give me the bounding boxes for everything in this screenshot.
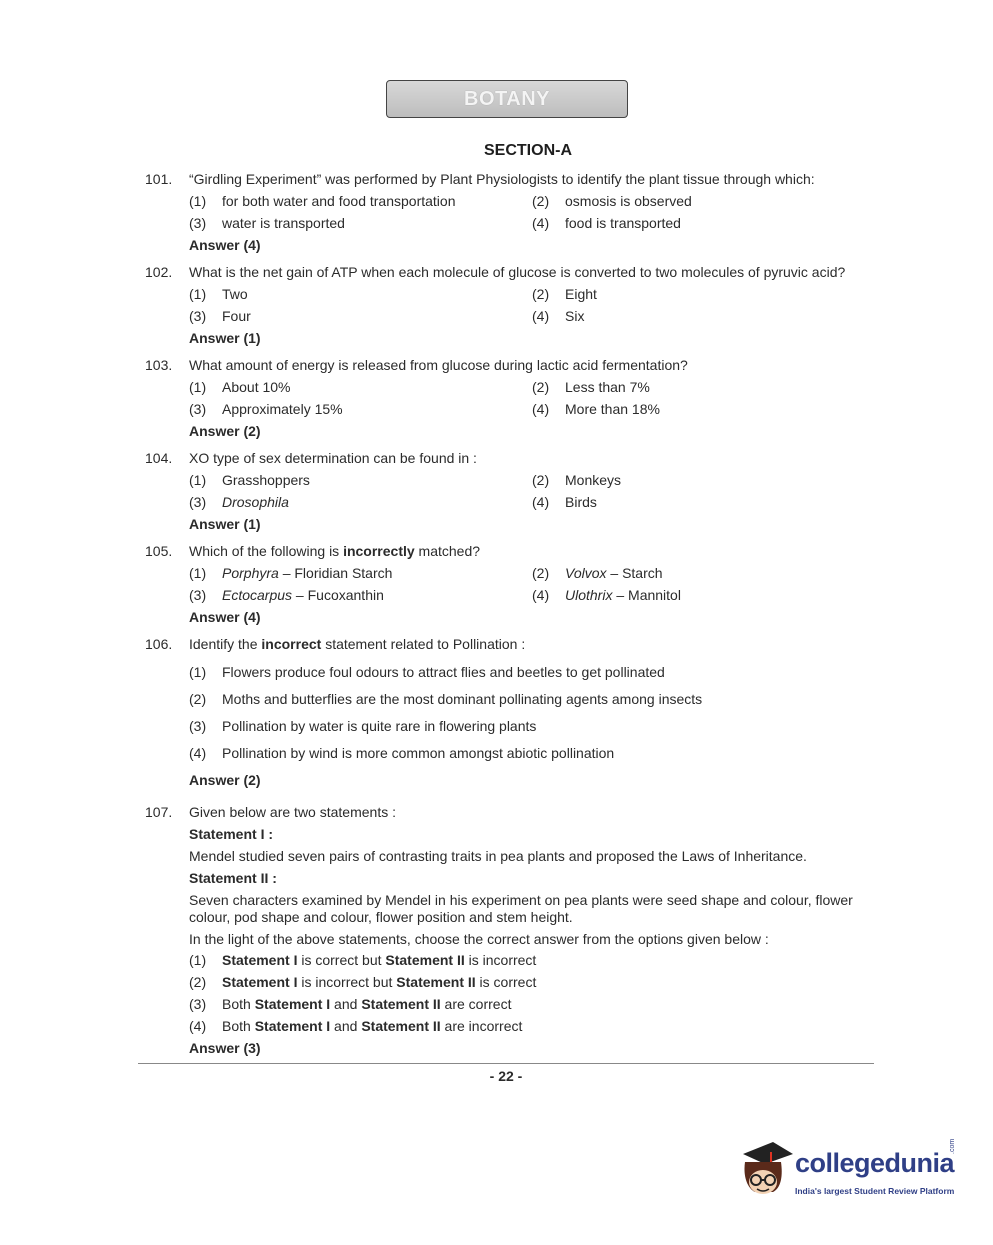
option-label: (1): [189, 952, 207, 968]
option-label: (2): [532, 472, 550, 488]
section-title: SECTION-A: [484, 142, 572, 159]
brand-tagline: India's largest Student Review Platform: [795, 1186, 955, 1196]
option-label: (1): [189, 565, 207, 581]
option-text: More than 18%: [565, 401, 660, 417]
option-label: (2): [532, 286, 550, 302]
question-number: 102.: [145, 264, 173, 280]
option-label: (4): [189, 745, 207, 761]
question-text: What amount of energy is released from glucose during lactic acid fermentation?: [189, 357, 688, 373]
option-text: Birds: [565, 494, 597, 510]
option-label: (3): [189, 308, 207, 324]
option-text: Grasshoppers: [222, 472, 310, 488]
option-2: [532, 285, 862, 303]
option-1: [189, 285, 519, 303]
option-1: [189, 564, 519, 582]
option-text: Eight: [565, 286, 597, 302]
answer: Answer (4): [189, 237, 261, 253]
footer-divider: [138, 1063, 874, 1064]
option-1: [189, 663, 869, 681]
brand-name: collegedunia: [795, 1148, 955, 1178]
question-number: 106.: [145, 636, 173, 652]
option-label: (2): [532, 565, 550, 581]
option-3: [189, 995, 869, 1013]
option-text: Less than 7%: [565, 379, 650, 395]
question-text: Given below are two statements :: [189, 804, 396, 820]
option-text: Statement I is correct but Statement II is incorrect: [222, 952, 537, 968]
question-number: 105.: [145, 543, 173, 559]
option-text: Pollination by water is quite rare in flowering plants: [222, 718, 537, 734]
option-text: Moths and butterflies are the most dominant pollinating agents among insects: [222, 691, 703, 707]
statement-2-text: Seven characters examined by Mendel in his experiment on pea plants were seed shape and colour, flower: [189, 892, 853, 908]
option-4: [532, 214, 862, 232]
option-2: [189, 973, 869, 991]
option-text: Ulothrix – Mannitol: [565, 587, 681, 603]
option-text: Porphyra – Floridian Starch: [222, 565, 393, 581]
option-text: Flowers produce foul odours to attract flies and beetles to get pollinated: [222, 664, 665, 680]
collegedunia-logo: [735, 1140, 965, 1210]
option-3: [189, 586, 519, 604]
option-1: [189, 471, 519, 489]
option-text: Both Statement I and Statement II are correct: [222, 996, 512, 1012]
brand-suffix: .com: [949, 1138, 956, 1154]
option-label: (3): [189, 215, 207, 231]
answer: Answer (1): [189, 516, 261, 532]
option-2: [532, 378, 862, 396]
option-4: [532, 307, 862, 325]
option-2: [532, 564, 862, 582]
question-number: 101.: [145, 171, 173, 187]
statement-1-label: Statement I :: [189, 826, 274, 842]
option-text: Drosophila: [222, 494, 289, 510]
question-number: 104.: [145, 450, 173, 466]
answer: Answer (2): [189, 772, 261, 788]
option-text: Pollination by wind is more common amongst abiotic pollination: [222, 745, 615, 761]
option-1: [189, 378, 519, 396]
option-2: [532, 471, 862, 489]
option-label: (2): [189, 974, 207, 990]
option-label: (2): [532, 379, 550, 395]
question-text: XO type of sex determination can be found in :: [189, 450, 477, 466]
option-2: [532, 192, 862, 210]
option-label: (4): [532, 215, 550, 231]
question-number: 103.: [145, 357, 173, 373]
option-label: (4): [189, 1018, 207, 1034]
option-3: [189, 717, 869, 735]
option-label: (4): [532, 308, 550, 324]
page-number: - 22 -: [489, 1068, 523, 1084]
statement-2-text: colour, pod shape and colour, flower position and stem height.: [189, 909, 573, 925]
option-text: for both water and food transportation: [222, 193, 456, 209]
question-text: “Girdling Experiment” was performed by Plant Physiologists to identify the plant tissue through which:: [189, 171, 815, 187]
answer: Answer (1): [189, 330, 261, 346]
option-text: Approximately 15%: [222, 401, 343, 417]
option-label: (1): [189, 379, 207, 395]
option-4: [189, 1017, 869, 1035]
option-4: [532, 586, 862, 604]
instruction-text: In the light of the above statements, choose the correct answer from the options given below :: [189, 931, 769, 947]
option-3: [189, 214, 519, 232]
subject-title: BOTANY: [464, 87, 550, 110]
option-label: (3): [189, 996, 207, 1012]
option-3: [189, 493, 519, 511]
option-3: [189, 400, 519, 418]
option-text: Volvox – Starch: [565, 565, 663, 581]
option-3: [189, 307, 519, 325]
answer: Answer (2): [189, 423, 261, 439]
option-4: [532, 493, 862, 511]
option-label: (4): [532, 401, 550, 417]
question-text: Which of the following is incorrectly matched?: [189, 543, 481, 559]
option-text: Statement I is incorrect but Statement II is correct: [222, 974, 537, 990]
option-text: Six: [565, 308, 585, 324]
option-4: [532, 400, 862, 418]
option-text: water is transported: [222, 215, 345, 231]
option-label: (3): [189, 401, 207, 417]
mascot-icon: [735, 1140, 795, 1210]
statement-2-label: Statement II :: [189, 870, 277, 886]
option-4: [189, 744, 869, 762]
option-label: (1): [189, 664, 207, 680]
option-text: Both Statement I and Statement II are incorrect: [222, 1018, 523, 1034]
option-2: [189, 690, 869, 708]
option-1: [189, 192, 519, 210]
option-label: (4): [532, 587, 550, 603]
option-text: food is transported: [565, 215, 681, 231]
question-text: What is the net gain of ATP when each molecule of glucose is converted to two molecules of pyruvic acid?: [189, 264, 846, 280]
option-text: Monkeys: [565, 472, 622, 488]
option-label: (1): [189, 286, 207, 302]
answer: Answer (4): [189, 609, 261, 625]
option-text: About 10%: [222, 379, 291, 395]
statement-1-text: Mendel studied seven pairs of contrasting traits in pea plants and proposed the Laws of Inheritance.: [189, 848, 807, 864]
option-label: (1): [189, 472, 207, 488]
answer: Answer (3): [189, 1040, 261, 1056]
option-label: (3): [189, 718, 207, 734]
subject-header: [386, 80, 628, 118]
option-label: (3): [189, 587, 207, 603]
option-text: Ectocarpus – Fucoxanthin: [222, 587, 384, 603]
option-label: (3): [189, 494, 207, 510]
option-1: [189, 951, 869, 969]
question-number: 107.: [145, 804, 173, 820]
option-text: Two: [222, 286, 248, 302]
option-text: Four: [222, 308, 251, 324]
option-text: osmosis is observed: [565, 193, 692, 209]
option-label: (4): [532, 494, 550, 510]
option-label: (2): [532, 193, 550, 209]
option-label: (1): [189, 193, 207, 209]
option-label: (2): [189, 691, 207, 707]
question-text: Identify the incorrect statement related to Pollination :: [189, 636, 526, 652]
